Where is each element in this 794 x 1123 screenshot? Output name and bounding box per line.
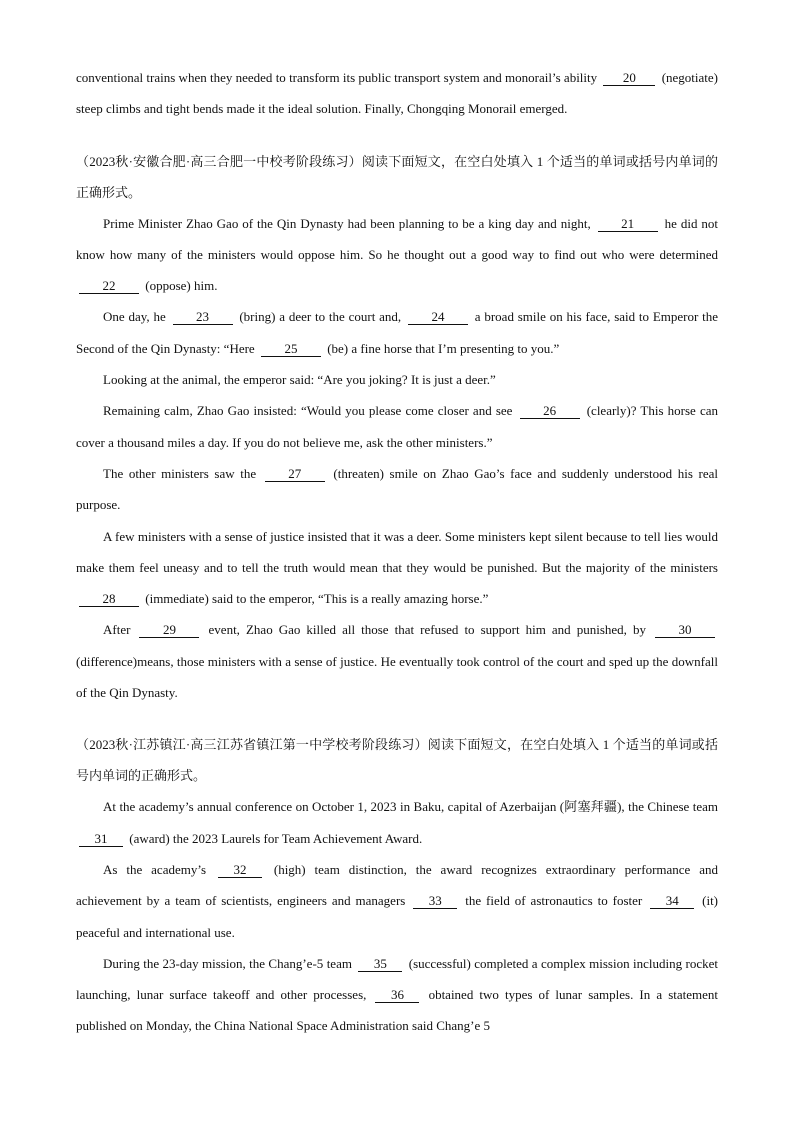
paragraph: A few ministers with a sense of justice insisted that it was a deer. Some ministers kept silent because to tell lies would make them feel uneasy and to tell the truth would mean that they would be punished. But the majority of the ministers 28 (immediate) said to the emperor, “This is a really amazing horse.”: [76, 528, 718, 607]
blank-28[interactable]: 28: [79, 591, 139, 607]
paragraph: After 29 event, Zhao Gao killed all those that refused to support him and punished, by 30 (difference)means, those ministers with a sense of justice. He eventually took control of the court and sped up the downfall of the Qin Dynasty.: [76, 622, 718, 701]
paragraph: Prime Minister Zhao Gao of the Qin Dynasty had been planning to be a king day and night, 21 he did not know how many of the ministers would oppose him. So he thought out a good way to find out who were determined 22 (oppose) him.: [76, 215, 718, 294]
blank-27[interactable]: 27: [265, 466, 325, 482]
blank-24[interactable]: 24: [408, 309, 468, 325]
blank-29[interactable]: 29: [139, 622, 199, 638]
blank-32[interactable]: 32: [218, 862, 262, 878]
blank-22[interactable]: 22: [79, 278, 139, 294]
blank-36[interactable]: 36: [375, 987, 419, 1003]
blank-31[interactable]: 31: [79, 831, 123, 847]
section-heading-hefei: （2023秋·安徽合肥·高三合肥一中校考阶段练习）阅读下面短文，在空白处填入 1 个适当的单词或括号内单词的正确形式。: [76, 153, 718, 200]
paragraph: The other ministers saw the 27 (threaten) smile on Zhao Gao’s face and suddenly understood his real purpose.: [76, 465, 719, 513]
paragraph: During the 23-day mission, the Chang’e-5 team 35 (successful) completed a complex mission including rocket launching, lunar surface takeoff and other processes, 36 obtained two types of lunar samples. In a statement published on Monday, the China National Space Administration said Chang’e 5: [76, 955, 719, 1034]
blank-26[interactable]: 26: [520, 403, 580, 419]
blank-34[interactable]: 34: [650, 893, 694, 909]
blank-33[interactable]: 33: [413, 893, 457, 909]
blank-23[interactable]: 23: [173, 309, 233, 325]
paragraph: Remaining calm, Zhao Gao insisted: “Would you please come closer and see 26 (clearly)? This horse can cover a thousand miles a day. If you do not believe me, ask the other ministers.”: [76, 403, 718, 450]
blank-25[interactable]: 25: [261, 341, 321, 357]
blank-20[interactable]: 20: [603, 70, 655, 86]
paragraph: Looking at the animal, the emperor said: “Are you joking? It is just a deer.”: [103, 372, 496, 388]
section-heading-zhenjiang: （2023秋·江苏镇江·高三江苏省镇江第一中学校考阶段练习）阅读下面短文，在空白处填入 1 个适当的单词或括号内单词的正确形式。: [76, 737, 718, 784]
blank-21[interactable]: 21: [598, 216, 658, 232]
paragraph: As the academy’s 32 (high) team distinction, the award recognizes extraordinary performance and achievement by a team of scientists, engineers and managers 33 the field of astronautics to foster 34 (it) peaceful and international use.: [76, 861, 719, 940]
blank-30[interactable]: 30: [655, 622, 715, 638]
blank-35[interactable]: 35: [358, 956, 402, 972]
paragraph: At the academy’s annual conference on October 1, 2023 in Baku, capital of Azerbaijan (阿塞拜疆), the Chinese team 31 (award) the 2023 Laurels for Team Achievement Award.: [76, 791, 718, 854]
paragraph: One day, he 23 (bring) a deer to the court and, 24 a broad smile on his face, said to Emperor the Second of the Qin Dynasty: “Here 25 (be) a fine horse that I’m presenting to you.”: [76, 309, 719, 356]
paragraph-continuation: conventional trains when they needed to transform its public transport system and monorail’s ability 20 (negotiate) steep climbs and tight bends made it the ideal solution. Finally, Chongqing Monorail emerged.: [76, 70, 718, 117]
